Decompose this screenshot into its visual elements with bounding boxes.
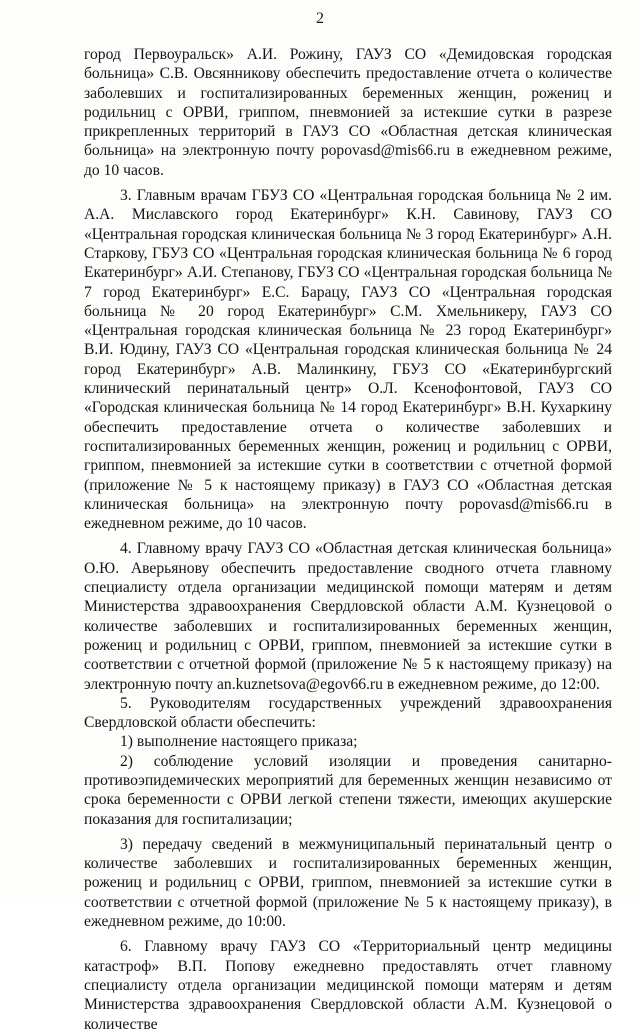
page-number: 2	[316, 10, 324, 27]
document-body	[84, 45, 612, 1034]
paragraph-item-6: 6. Главному врачу ГАУЗ СО «Территориальный центр медицины катастроф» В.П. Попову ежедневно предоставлять отчет главному специалисту отдела организации медицинской помощи матерям и детям Министерства здравоохранения Свердловской области А.М. Кузнецовой о количестве	[84, 938, 612, 1033]
paragraph-continuation: город Первоуральск» А.И. Рожину, ГАУЗ СО «Демидовская городская больница» С.В. Овсянникову обеспечить предоставление отчета о количестве заболевших и госпитализированных беременных женщин, рожениц и родильниц с ОРВИ, гриппом, пневмонией за истекшие сутки в разрезе прикрепленных территорий в ГАУЗ СО «Областная детская клиническая больница» на электронную почту popovasd@mis66.ru в ежедневном режиме, до 10 часов.	[84, 46, 612, 179]
subitem-5-1: 1) выполнение настоящего приказа;	[120, 733, 358, 751]
subitem-5-3: 3) передачу сведений в межмуниципальный перинатальный центр о количестве заболевших и госпитализированных беременных женщин, рожениц и родильниц с ОРВИ, гриппом, пневмонией за истекшие сутки в соответствии с отчетной формой (приложение № 5 к настоящему приказу), в ежедневном режиме, до 10:00.	[84, 835, 612, 931]
subitem-5-2: 2) соблюдение условий изоляции и проведения санитарно-противоэпидемических мероприятий для беременных женщин независимо от срока беременности с ОРВИ легкой степени тяжести, имеющих акушерские показания для госпитализации;	[84, 752, 612, 828]
paragraph-item-5: 5. Руководителям государственных учреждений здравоохранения Свердловской области обеспечить:	[84, 694, 612, 732]
paragraph-item-3: 3. Главным врачам ГБУЗ СО «Центральная городская больница № 2 им. А.А. Миславского город Екатеринбург» К.Н. Савинову, ГАУЗ СО «Центральная городская клиническая больница № 3 город Екатеринбург» А.Н. Старкову, ГБУЗ СО «Центральная городская клиническая больница № 6 город Екатеринбург» А.И. Степанову, ГБУЗ СО «Центральная городская больница № 7 город Екатеринбург» Е.С. Барацу, ГАУЗ СО «Центральная городская больница № 20 город Екатеринбург» С.М. Хмельникеру, ГАУЗ СО «Центральная городская клиническая больница № 23 город Екатеринбург» В.И. Юдину, ГАУЗ СО «Центральная городская клиническая больница № 24 город Екатеринбург» А.В. Малинкину, ГБУЗ СО «Екатеринбургский клинический перинатальный центр» О.Л. Ксенофонтовой, ГАУЗ СО «Городская клиническая больница № 14 город Екатеринбург» В.Н. Кухаркину обеспечить предоставление отчета о количестве заболевших и госпитализированных беременных женщин, рожениц и родильниц с ОРВИ, гриппом, пневмонией за истекшие сутки в соответствии с отчетной формой (приложение № 5 к настоящему приказу) в ГАУЗ СО «Областная детская клиническая больница» на электронную почту popovasd@mis66.ru в ежедневном режиме, до 10 часов.	[84, 187, 612, 533]
paragraph-item-4: 4. Главному врачу ГАУЗ СО «Областная детская клиническая больница» О.Ю. Аверьянову обеспечить предоставление сводного отчета главному специалисту отдела организации медицинской помощи матерям и детям Министерства здравоохранения Свердловской области А.М. Кузнецовой о количестве заболевших и госпитализированных беременных женщин, рожениц и родильниц с ОРВИ, гриппом, пневмонией за истекшие сутки в соответствии с отчетной формой (приложение № 5 к настоящему приказу) на электронную почту an.kuznetsova@egov66.ru в ежедневном режиме, до 12:00.	[84, 540, 612, 693]
